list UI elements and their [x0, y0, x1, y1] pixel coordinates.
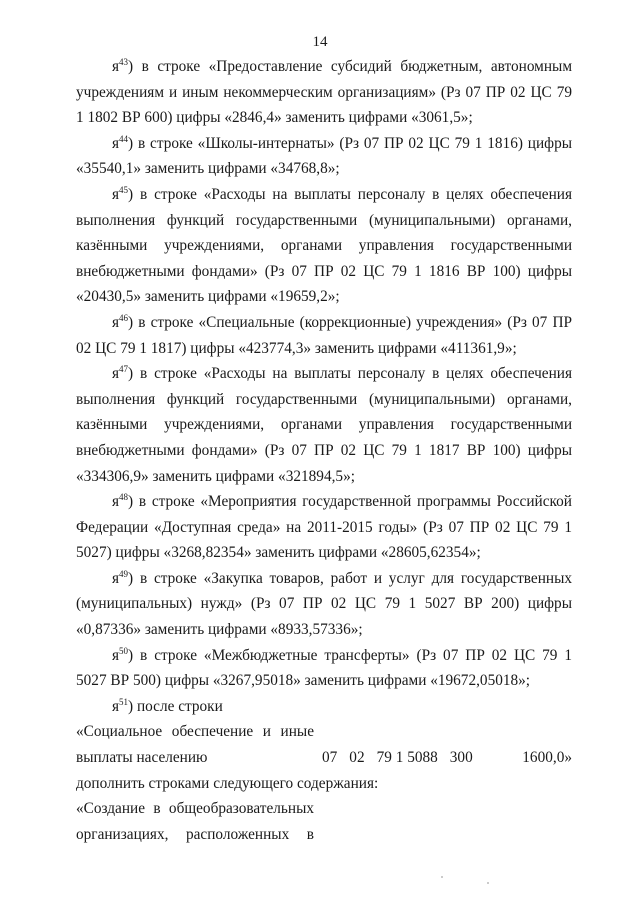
page-number: 14: [312, 34, 328, 50]
item-text: ) после строки: [128, 697, 223, 715]
item-marker: я: [112, 58, 120, 75]
row-cs-code: 79 1 5088: [376, 749, 438, 767]
item-marker: я: [112, 313, 120, 331]
item-marker: я: [112, 134, 120, 152]
amendment-item-51: [76, 694, 572, 720]
row-vr-code: 300: [449, 749, 473, 767]
item-text: ) в строке «Школы-интернаты» (Рз 07 ПР 02 ЦС 79 1 1816) цифры «35540,1» заменить цифрами «34768,8»;: [76, 134, 572, 178]
row-pr-code: 02: [349, 749, 365, 767]
item-marker: я: [112, 185, 120, 203]
amendment-item-46: [76, 310, 572, 361]
item-number: 50: [119, 645, 129, 656]
item-number: 48: [119, 492, 129, 502]
item-text: ) в строке «Межбюджетные трансферты» (Рз 07 ПР 02 ЦС 79 1 5027 ВР 500) цифры «3267,95018» заменить цифрами «19672,05018»;: [76, 646, 572, 690]
amendment-item-48: [76, 489, 572, 566]
item-marker: я: [112, 493, 120, 511]
item-number: 47: [119, 364, 129, 375]
row-rz-code: 07: [322, 749, 338, 767]
row-name-line-1: «Социальное обеспечение и иные: [76, 723, 314, 741]
item-marker: я: [112, 646, 120, 664]
new-budget-row: [76, 796, 572, 847]
item-text: ) в строке «Специальные (коррекционные) учреждения» (Рз 07 ПР 02 ЦС 79 1 1817) цифры «423774,3» заменить цифрами «411361,9»;: [76, 313, 572, 357]
scan-speck: [487, 882, 489, 884]
document-body: [76, 54, 572, 847]
new-row-name-line-2: организациях, расположенных в: [76, 825, 314, 843]
row-name-line-2: выплаты населению: [76, 749, 208, 767]
item-number: 49: [119, 568, 129, 579]
item-text: ) в строке «Расходы на выплаты персоналу в целях обеспечения выполнения функций государственными (муниципальными) органами, казёнными учреждениями, органами управления государственными внебюджетными фондами» (Рз 07 ПР 02 ЦС 79 1 1816 ВР 100) цифры «20430,5» заменить цифрами «19659,2»;: [76, 185, 572, 306]
item-number: 45: [119, 184, 129, 195]
item-text: ) в строке «Расходы на выплаты персоналу в целях обеспечения выполнения функций государственными (муниципальными) органами, казёнными учреждениями, органами управления государственными внебюджетными фондами» (Рз 07 ПР 02 ЦС 79 1 1817 ВР 100) цифры «334306,9» заменить цифрами «321894,5»;: [76, 365, 572, 485]
scan-speck: [441, 876, 443, 878]
budget-table-row: [76, 719, 572, 770]
item-number: 46: [119, 312, 129, 323]
new-row-name-line-1: «Создание в общеобразовательных: [76, 800, 314, 818]
item-marker: я: [112, 697, 120, 715]
item-number: 43: [119, 56, 129, 67]
amendment-item-49: [76, 566, 572, 643]
item-marker: я: [112, 365, 120, 383]
amendment-item-45: [76, 182, 572, 310]
amendment-item-47: [76, 361, 572, 489]
row-amount: 1600,0»: [522, 749, 572, 767]
item-number: 51: [119, 696, 129, 707]
item-text: ) в строке «Мероприятия государственной программы Российской Федерации «Доступная среда» на 2011-2015 годы» (Рз 07 ПР 02 ЦС 79 1 5027) цифры «3268,82354» заменить цифрами «28605,62354»;: [76, 493, 572, 562]
amendment-item-50: [76, 643, 572, 694]
supplement-instruction: дополнить строками следующего содержания:: [76, 774, 379, 792]
amendment-item-44: [76, 131, 572, 182]
item-marker: я: [112, 569, 120, 587]
item-text: ) в строке «Закупка товаров, работ и услуг для государственных (муниципальных) нужд» (Рз 07 ПР 02 ЦС 79 1 5027 ВР 200) цифры «0,87336» заменить цифрами «8933,57336»;: [76, 569, 572, 639]
item-number: 44: [119, 133, 129, 144]
amendment-item-43: [76, 54, 572, 131]
item-text: ) в строке «Предоставление субсидий бюджетным, автономным учреждениям и иным некоммерческим организациям» (Рз 07 ПР 02 ЦС 79 1 1802 ВР 600) цифры «2846,4» заменить цифрами «3061,5»;: [76, 58, 572, 127]
